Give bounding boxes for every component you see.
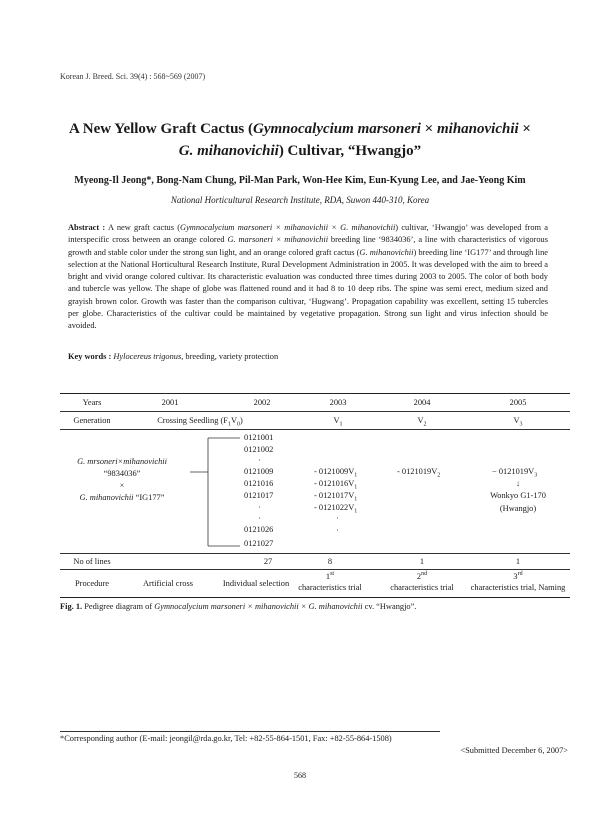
abstract-label: Abstract : [68, 223, 106, 232]
line-2002: 0121016 [244, 479, 274, 488]
generation-2003: $V_1$ [333, 416, 343, 428]
year-cell: 2003 [329, 398, 347, 407]
affiliation: National Horticultural Research Institute, RDA, Suwon 440-310, Korea [170, 195, 430, 205]
num-lines-cell: 8 [327, 557, 333, 566]
line-2002: 0121027 [244, 539, 274, 548]
line-2002: 0121017 [244, 491, 274, 500]
generation-2004: $V_2$ [417, 416, 427, 428]
generation-label: Generation [73, 416, 111, 425]
line-2002: · [258, 503, 261, 512]
keywords: Key words : Hylocereus trigonus, breeding, variety protection [68, 352, 279, 361]
corresponding-author-footnote: *Corresponding author (E-mail: jeongil@rda.go.kr, Tel: +82-55-864-1501, Fax: +82-55-864-1508) [60, 734, 392, 743]
final-selection-name: Wonkyo G1-170 [490, 491, 546, 500]
procedure-2005: characteristics trial, Naming [470, 583, 566, 592]
procedure-2003-ordinal: 1st [325, 571, 335, 581]
year-cell: 2004 [413, 398, 431, 407]
num-lines-cell: 1 [419, 557, 425, 566]
line-2002: 0121001 [244, 433, 274, 442]
line-2002: 0121002 [244, 445, 274, 454]
line-2002: 0121026 [244, 525, 274, 534]
line-2002: · [258, 514, 261, 523]
parent1-name: G. mrsoneri×mihanovichii [77, 457, 167, 466]
keywords-label: Key words : [68, 352, 112, 361]
num-lines-cell: 1 [515, 557, 521, 566]
line-2003: - $0121009V_1$ [314, 467, 358, 479]
parent1-line: “9834036” [103, 469, 141, 478]
line-2003: · [336, 526, 339, 535]
generation-2001: Crossing Seedling $(F_1V_0)$ [157, 416, 243, 428]
page-number: 568 [294, 771, 306, 780]
author-list: Myeong-Il Jeong*, Bong-Nam Chung, Pil-Man Park, Won-Hee Kim, Eun-Kyung Lee, and Jae-Yeong Kim [74, 175, 526, 186]
year-cell: 2002 [253, 398, 271, 407]
line-2002: · [258, 456, 261, 465]
procedure-label: Procedure [75, 579, 109, 588]
num-lines-label: No of lines [73, 557, 111, 566]
down-arrow-icon: ↓ [515, 479, 521, 488]
line-2003: - $0121016V_1$ [314, 479, 358, 491]
num-lines-cell: 27 [263, 557, 273, 566]
year-cell: 2005 [509, 398, 527, 407]
parent2: G. mihanovichii “IG177” [79, 493, 165, 502]
years-label: Years [82, 398, 102, 407]
procedure-2001: Artificial cross [142, 579, 194, 588]
procedure-2004: characteristics trial [390, 583, 454, 592]
year-cell: 2001 [161, 398, 179, 407]
line-2005: − $0121019V_3$ [492, 467, 538, 479]
procedure-2005-ordinal: 3rd [513, 571, 523, 581]
line-2002: 0121009 [244, 467, 274, 476]
abstract: Abstract : A new graft cactus (Gymnocalycium marsoneri × mihanovichii × G. mihanovichii) cultivar, ‘Hwangjo’ was developed from a interspecific cross between an orange colored G. marsoneri × mihanovichii breeding line ‘9834036’, a line with characteristics of vigorous growth and stable color under the strong sun light, and an orange colored graft cactus (G. mihanovichii) breeding line ‘IG177’ and through line selection at the National Horticultural Research Institute, Rural Development Administration in 2005. It was developed with the aim to breed a bright and vivid orange colored cultivar. Its characteristic evaluation was conducted three times during 2003 to 2005. The color of both body and tubercle was yellow. The shape of globe was flattened round and it had 8 to 10 deep ribs. The spine was semi erect, medium sized and grayish brown color. Growth was faster than the comparison cultivar, ‘Hugwang’. Propagation capability was excellent, setting 15 tubercles per globe. Characteristics of the cultivar could be maintained by vegetative propagation. Strong sun light and virus infection should be avoided. [68, 223, 548, 331]
procedure-2004-ordinal: 2nd [416, 571, 428, 581]
procedure-2002: Individual selection [222, 579, 290, 588]
generation-2005: $V_3$ [513, 416, 523, 428]
line-2003: - $0121017V_1$ [314, 491, 358, 503]
cross-symbol: × [119, 481, 125, 490]
procedure-2003: characteristics trial [298, 583, 362, 592]
final-cultivar-name: (Hwangjo) [499, 504, 537, 513]
journal-reference: Korean J. Breed. Sci. 39(4) : 568~569 (2007) [60, 72, 206, 81]
line-2003: - $0121022V_1$ [314, 503, 358, 515]
line-2004: - $0121019V_2$ [397, 467, 441, 479]
submission-date: <Submitted December 6, 2007> [460, 746, 568, 755]
footnote-rule [60, 731, 440, 732]
paper-title: A New Yellow Graft Cactus (Gymnocalycium marsoneri × mihanovichii × G. mihanovichii) Cultivar, “Hwangjo” [69, 121, 531, 159]
figure-caption: Fig. 1. Pedigree diagram of Gymnocalycium marsoneri × mihanovichii × G. mihanovichii cv. “Hwangjo”. [60, 602, 417, 611]
line-2003: · [336, 514, 339, 523]
